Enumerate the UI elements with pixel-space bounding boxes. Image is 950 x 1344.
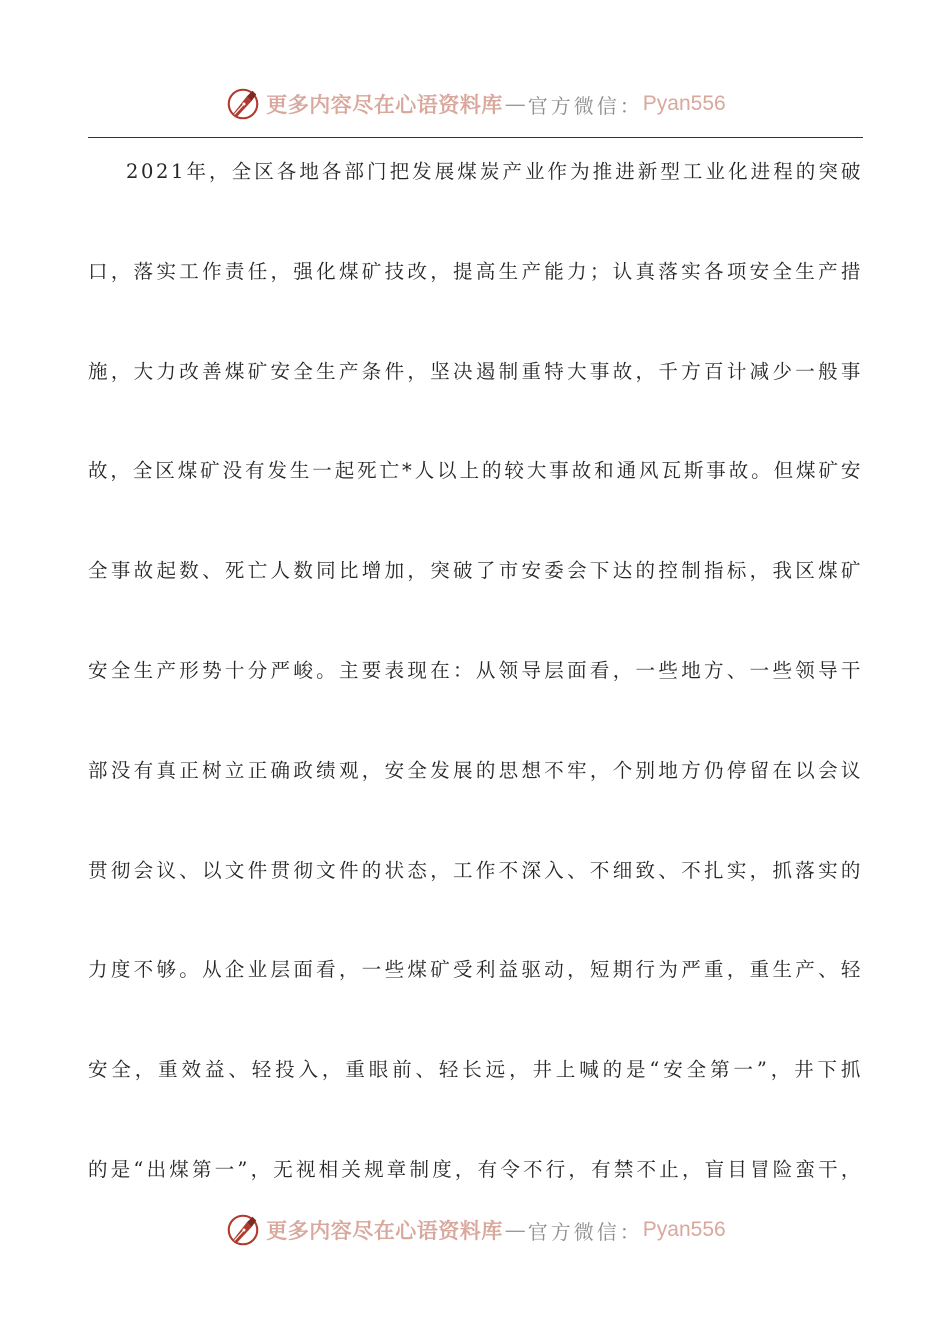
- body-line-8: 贯彻会议、以文件贯彻文件的状态，工作不深入、不细致、不扎实，抓落实的: [88, 858, 863, 882]
- body-line-4: 故，全区煤矿没有发生一起死亡*人以上的较大事故和通风瓦斯事故。但煤矿安: [88, 459, 863, 483]
- body-line-9: 力度不够。从企业层面看，一些煤矿受利益驱动，短期行为严重，重生产、轻: [88, 958, 863, 982]
- footer-brand-text: 更多内容尽在心语资料库: [266, 1218, 503, 1243]
- body-line-2: 口，落实工作责任，强化煤矿技改，提高生产能力；认真落实各项安全生产措: [88, 259, 863, 283]
- document-body: [88, 150, 863, 1248]
- footer-dash: —: [504, 1218, 526, 1242]
- body-line-7: 部没有真正树立正确政绩观，安全发展的思想不牢，个别地方仍停留在以会议: [88, 758, 863, 782]
- body-line-6: 安全生产形势十分严峻。主要表现在：从领导层面看，一些地方、一些领导干: [88, 658, 863, 682]
- header-divider: [88, 137, 863, 138]
- body-line-1: 2021年，全区各地各部门把发展煤炭产业作为推进新型工业化进程的突破: [126, 160, 863, 183]
- body-line-3: 施，大力改善煤矿安全生产条件，坚决遏制重特大事故，千方百计减少一般事: [88, 359, 863, 383]
- pen-nib-logo-icon: [224, 85, 262, 123]
- footer-official-label: 官方微信：: [527, 1219, 643, 1244]
- header-official-label: 官方微信：: [527, 93, 643, 118]
- header-wechat-id: Pyan556: [642, 92, 726, 115]
- header-dash: —: [504, 92, 526, 116]
- body-line-10: 安全，重效益、轻投入，重眼前、轻长远，井上喊的是“安全第一”，井下抓: [88, 1058, 863, 1082]
- pen-nib-logo-icon: [224, 1211, 262, 1249]
- footer-wechat-id: Pyan556: [642, 1218, 726, 1241]
- header-brand-text: 更多内容尽在心语资料库: [266, 92, 503, 117]
- footer-banner: [0, 1208, 950, 1252]
- header-banner: [0, 82, 950, 126]
- body-line-11: 的是“出煤第一”，无视相关规章制度，有令不行，有禁不止，盲目冒险蛮干，: [88, 1157, 863, 1181]
- body-line-5: 全事故起数、死亡人数同比增加，突破了市安委会下达的控制指标，我区煤矿: [88, 559, 863, 583]
